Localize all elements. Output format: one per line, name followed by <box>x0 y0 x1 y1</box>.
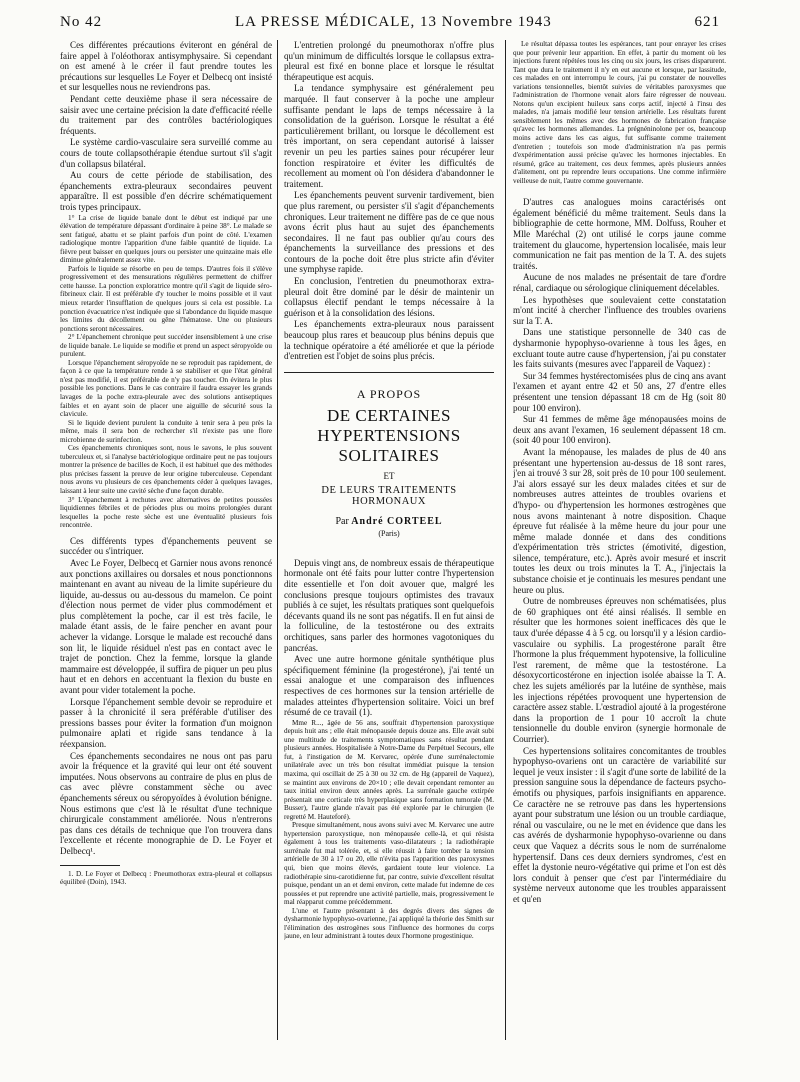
paragraph: Sur 41 femmes de même âge ménopausées moins de deux ans avant l'examen, 16 seulement dépassent 18 cm. (soit 40 pour 100 environ). <box>513 414 726 446</box>
paragraph: Sur 34 femmes hystérectomisées plus de cinq ans avant l'examen et ayant entre 42 et 50 ans, 27 d'entre elles présentent une tension dépassant 18 cm de Hg (soit 80 pour 100 environ). <box>513 370 726 413</box>
small-paragraph: Le résultat dépassa toutes les espérances, tant pour enrayer les crises que pour prévenir leur apparition. En effet, à partir du moment où les injections furent répétées tous les cinq ou six jours, les crises disparurent. Tant que dura le traitement il n'y en eut aucune et lorsque, par lassitude, ces malades en ont interrompu le cours, j'ai pu constater de nouvelles variations tensionnelles, bientôt suivies de véritables paroxysmes que l'administration de l'hormone venait alors faire régresser de nouveau. Notons qu'un excipient huileux sans corps actif, injecté à l'insu des malades, n'a jamais modifié leur tension artérielle. Les résultats furent sensiblement les mêmes avec des hormones de fabrication française qu'avec les hormones allemandes. La prégnéninolone per os, beaucoup moins active dans les cas aigus, fut suffisante comme traitement d'entretien ; toutefois son mode d'administration n'a pas permis d'expérimentation aussi précise qu'avec les hormones injectables. En résumé, grâce au traitement, ces deux femmes, après plusieurs années d'alitement, ont pu reprendre leurs occupations. Une comme infirmière veilleuse de nuit, l'autre comme gouvernante. <box>513 40 726 185</box>
page-header <box>60 14 720 36</box>
column-3-top-text <box>513 40 726 185</box>
footnote: 1. D. Le Foyer et Delbecq : Pneumothorax extra-pleural et collapsus équilibré (Doin), 1943. <box>60 869 272 887</box>
small-paragraph: Parfois le liquide se résorbe en peu de temps. D'autres fois il s'élève progressivement et des mensurations régulières permettent de chiffrer cette hausse. La ponction exploratrice montre qu'il s'agit de liquide séro-fibrineux clair. Il est préférable d'y toucher le moins possible et il vaut mieux retarder l'insufflation de quelques jours si cela est possible. La ponction évacuatrice n'est indiquée que si l'abondance du liquide masque les limites du décollement ou gêne l'hématose. Une ou plusieurs ponctions seront nécessaires. <box>60 264 272 333</box>
article-kicker: A PROPOS <box>356 386 422 401</box>
paragraph: La tendance symphysaire est généralement peu marquée. Il faut conserver à la poche une ampleur suffisante pendant le laps de temps nécessaire à la consolidation de la guérison. Lorsque le résultat a été particulièrement brillant, ou lorsque le décollement est très important, on sera cependant autorisé à laisser revenir un peu les parties saines pour récupérer leur fonction respiratoire et éviter les difficultés de recollement au moment où l'on désidera d'abandonner le traitement. <box>284 83 494 189</box>
paragraph: Au cours de cette période de stabilisation, des épanchements extra-pleuraux secondaires peuvent apparaître. Il est possible d'en décrire schématiquement trois types principaux. <box>60 170 272 212</box>
byline-prefix: Par <box>335 515 349 527</box>
footnote-rule <box>60 865 120 866</box>
paragraph: Avant la ménopause, les malades de plus de 40 ans présentant une hypertension au-dessus de 18 sont rares, j'en ai trouvé 3 sur 28, soit près de 10 pour 100 seulement. J'ai alors essayé sur les deux malades citées et sur de nombreuses autres atteintes de troubles ovariens et d'hypo- ou d'hypertension les hormones œstrogènes que nous avons maintenant à notre disposition. Chaque épreuve fut réalisée à la même heure du jour pour une même malade donnée et dans des conditions d'expérimentation très strictes (émotivité, digestion, silence, température, etc.). Après avoir mesuré et inscrit toutes les deux ou trois minutes la T. A., j'injectais la substance choisie et je continuais les mesures pendant une heure ou plus. <box>513 446 726 595</box>
column-2-top-text <box>284 40 494 362</box>
paragraph-spacer <box>513 185 726 197</box>
paragraph: Ces hypertensions solitaires concomitantes de troubles hypophyso-ovariens ont un caractère de variabilité sur lequel je veux insister : il s'agit d'une sorte de labilité de la pression sanguine sous la dépendance de facteurs psycho-émotifs ou physiques, parfois insignifiants en apparence. Ce caractère ne se retrouve pas dans les hypertensions ayant pour substratum une lésion ou un trouble cardiaque, rénal ou vasculaire, ou ne le met en évidence que dans les cas avérés de dysharmonie hypophyso-ovarienne ou dans ceux que Vaquez a décrits sous le nom de surrénalome hypertensif. Dans ces deux derniers syndromes, c'est en effet la dystonie neuro-végétative qui prime et l'on est dès lors conduit à penser que c'est par l'intermédiaire du système nerveux autonome que les troubles apparaissent et qu'en <box>513 745 726 904</box>
small-paragraph: Presque simultanément, nous avons suivi avec M. Kervarec une autre hypertension paroxystique, non ménopausée celle-là, et qui résista également à tous les traitements vaso-dilatateurs ; la radiothérapie surrénale fut mal tolérée, et, si elle réussit à faire tomber la tension artérielle de 30 à 17 ou 20, elle n'évita pas l'apparition des paroxysmes qui, bien que moins élevés, gardaient toute leur violence. La radiothérapie sinu-carotidienne fut, par contre, suivie d'excellent résultat puisque, pendant un an et demi environ, cette malade fut indemne de ces poussées et put reprendre une activité partielle, mais, progressivement le mal réapparut comme précédemment. <box>284 821 494 907</box>
paragraph: L'entretien prolongé du pneumothorax n'offre plus qu'un minimum de difficultés lorsque le collapsus extra-pleural est fixé en bonne place et lorsque le résultat thérapeutique est acquis. <box>284 40 494 82</box>
paragraph: Les épanchements peuvent survenir tardivement, bien que plus rarement, ou persister s'il s'agit d'épanchements chroniques. Leur traitement ne diffère pas de ce que nous avons écrit plus haut au sujet des épanchements secondaires. Il ne faut pas oublier qu'au cours des épanchements la surveillance des pressions et des contours de la poche doit être plus stricte afin d'éviter une symphyse rapide. <box>284 190 494 275</box>
small-paragraph: Ces épanchements chroniques sont, nous le savons, le plus souvent tuberculeux et, si l'analyse bactériologique ordinaire peut ne pas toujours montrer la présence de bacilles de Koch, il est habituel que des méthodes plus précises fassent la preuve de leur origine tuberculeuse. Cependant nous avons vu plusieurs de ces épanchements céder à quelques lavages, laissant à leur suite une cavité sèche d'une façon durable. <box>60 444 272 495</box>
paragraph: Avec Le Foyer, Delbecq et Garnier nous avons renoncé aux ponctions axillaires ou dorsales et nous ponctionnons maintenant en avant au niveau de la limite supérieure du liquide, au-dessus ou au-dessous du mamelon. Ce point d'élection nous permet de vider plus commodément et plus complètement la poche, car il est très facile, le malade étant assis, de le faire pencher en avant pour achever la vidange. Lorsque le malade est recouché dans son lit, le liquide résiduel n'est pas en contact avec le trajet de ponction. Chez la femme, lorsque la glande mammaire est développée, il suffira de piquer un peu plus haut et en dehors en accentuant la flexion du buste en avant pour vider totalement la poche. <box>60 557 272 696</box>
paragraph: Ces différentes précautions éviteront en général de faire appel à l'oléothorax antisymphysaire. Si cependant on est amené à le créer il faut prendre toutes les précautions sur lesquelles Le Foyer et Delbecq ont insisté et sur lesquelles nous ne reviendrons pas. <box>60 40 272 93</box>
paragraph: Pendant cette deuxième phase il sera nécessaire de saisir avec une certaine précision la date d'efficacité réelle du traitement par des contrôles bactériologiques fréquents. <box>60 93 272 136</box>
column-3-bottom-text <box>513 197 726 904</box>
paragraph: Ces différents types d'épanchements peuvent se succéder ou s'intriquer. <box>60 535 272 557</box>
author-name: André CORTEEL <box>351 515 443 527</box>
issue-date: 13 Novembre 1943 <box>420 14 552 30</box>
paragraph: Les hypothèses que soulevaient cette constatation m'ont incité à chercher l'influence des troubles ovariens sur la T. A. <box>513 294 726 326</box>
paragraph: En conclusion, l'entretien du pneumothorax extra-pleural doit être dominé par le désir de maintenir un collapsus électif pendant le temps nécessaire à la guérison et à la consolidation des lésions. <box>284 276 494 318</box>
article-title: DE CERTAINES HYPERTENSIONS SOLITAIRES <box>317 405 461 465</box>
small-paragraph: Lorsque l'épanchement séropyoïde ne se reproduit pas rapidement, de façon à ce que la température rende à se stabiliser et que l'état général n'est pas modifié, il est préférable de n'y pas toucher. On évitera le plus possible les ponctions. Dans le cas contraire il faudra essayer les grands lavages de la poche extra-pleurale avec des solutions antiseptiques faibles et en ayant soin de placer une aiguille de sécurité sous la clavicule. <box>60 358 272 419</box>
column-1-text <box>60 40 272 857</box>
article-subtitle: DE LEURS TRAITEMENTS HORMONAUX <box>321 484 457 507</box>
column-2 <box>284 40 494 1040</box>
page-number: 621 <box>694 14 720 30</box>
paragraph: Les épanchements extra-pleuraux nous paraissent beaucoup plus rares et beaucoup plus bénins depuis que la technique opératoire a été améliorée et que la période d'entretien est l'objet de soins plus précis. <box>284 319 494 362</box>
article-separator <box>284 372 494 373</box>
paragraph: D'autres cas analogues moins caractérisés ont également bénéficié du même traitement. Seuls dans la bibliographie de cette hormone, MM. Dolfuss, Rouher et Mlle Maréchal (2) ont utilisé le corps jaune comme traitement du glaucome, hypertension localisée, mais leur communication ne fait pas mention de la T. A. des sujets traités. <box>513 197 726 271</box>
column-1 <box>60 40 272 1040</box>
column-rule-right <box>505 40 506 1040</box>
column-2-article-text <box>284 558 494 941</box>
small-paragraph: L'une et l'autre présentant à des degrés divers des signes de dysharmonie hypophyso-ovarienne, j'ai appliqué la théorie des Smith sur l'élimination des œstrogènes sous l'influence des hormones du corps jaune, en leur administrant à toutes deux l'hormone progestinique. <box>284 906 494 941</box>
small-paragraph: 2° L'épanchement chronique peut succéder insensiblement à une crise de liquide banale. Le liquide se modifie et prend un aspect séropyoïde ou purulent. <box>60 333 272 359</box>
small-paragraph: Mme R..., âgée de 56 ans, souffrait d'hypertension paroxystique depuis huit ans ; elle était ménopausée depuis douze ans. Elle avait subi une multitude de traitements symptomatiques sans résultat pendant plusieurs années. Hospitalisée à Notre-Dame du Perpétuel Secours, elle fut, à l'instigation de M. Kervarec, opérée d'une surrénalectomie unilatérale avec un très bon résultat immédiat puisque la tension maxima, qui oscillait de 25 à 30 ou 32 cm. de Hg (appareil de Vaquez), se maintint aux environs de 20×10 ; elle devait cependant remonter au taux initial environ deux années après. La surrénale gauche extirpée présentait une corticale très hyperplasique sans formation tumorale (M. Busser), l'autre glande n'avait pas été explorée par le chirurgien (le regretté M. Hauteforé). <box>284 718 494 821</box>
article-byline <box>284 516 494 527</box>
column-3 <box>513 40 726 1040</box>
paragraph: Outre de nombreuses épreuves non schématisées, plus de 60 graphiques ont été ainsi réalisés. Il semble en résulter que les hormones soient inefficaces dès que le taux d'urée dépasse 4 à 5 cg. ou lorsqu'il y a lésion cardio-vasculaire ou syphilis. La progestérone paraît être l'hormone la plus fréquemment hypotensive, la folliculine l'est rarement, de même que la testostérone. La désoxycorticostérone en injection isolée abaisse la T. A. chez les sujets améliorés par la lutéine de synthèse, mais les injections répétées provoquent une hypertension de caractère assez stable. L'œstradiol ajouté à la progestérone dans la proportion de 1 pour 10 accroît la chute tensionnelle du double environ (synergie hormonale de Courrier). <box>513 596 726 744</box>
paragraph: Depuis vingt ans, de nombreux essais de thérapeutique hormonale ont été faits pour lutter contre l'hypertension dite essentielle et l'on doit avouer que, malgré les conclusions presque toujours optimistes des travaux publiés à ce sujet, les résultats pratiques sont quelquefois décevants quand ils ne sont pas négatifs. Il en fut ainsi de la folliculine, de la testostérone ou des extraits orchitiques, sans parler des hormones vagotoniques du pancréas. <box>284 557 494 653</box>
small-paragraph: 1° La crise de liquide banale dont le début est indiqué par une élévation de température dépassant d'ordinaire à peine 38°. Le malade se sent fatigué, abattu et se plaint parfois d'un point de côté. L'examen radiologique montre l'apparition d'une faible quantité de liquide. La fièvre peut baisser en quelques jours ou persister une quinzaine mais elle diminue généralement assez vite. <box>60 213 272 265</box>
small-paragraph: Si le liquide devient purulent la conduite à tenir sera à peu près la même, mais il sera bon de rechercher s'il n'existe pas une flore microbienne de surinfection. <box>60 418 272 444</box>
paragraph: Lorsque l'épanchement semble devoir se reproduire et passer à la chronicité il sera préférable d'utiliser des pressions basses pour éviter la formation d'un moignon pulmonaire aplati et rigide sans tendance à la réexpansion. <box>60 696 272 750</box>
paragraph: Avec une autre hormone génitale synthétique plus spécifiquement féminine (la progestérone), j'ai tenté un essai analogue et une comparaison des influences respectives de ces hormones sur la tension artérielle de malades atteintes d'hypertension solitaire. Voici un bref résumé de ce travail (1). <box>284 654 494 718</box>
paragraph: Dans une statistique personnelle de 340 cas de dysharmonie hypophyso-ovarienne à tous les âges, en excluant toute autre cause d'hypertension, j'ai pu constater les faits suivants (mesures avec l'appareil de Vaquez) : <box>513 327 726 370</box>
small-paragraph: 3° L'épanchement à rechutes avec alternatives de petites poussées liquidiennes fébriles et de périodes plus ou moins prolongées durant lesquelles la poche reste sèche est une éventualité plusieurs fois rencontrée. <box>60 495 272 530</box>
journal-title: LA PRESSE MÉDICALE, <box>235 14 416 30</box>
article-title-conjunction: ET <box>383 470 395 481</box>
paragraph: Ces épanchements secondaires ne nous ont pas paru avoir la fréquence et la gravité qui leur ont été souvent imputées. Nous observons au contraire de plus en plus de cas avec plèvre constamment sèche ou avec épanchements séreux ou séropyoïdes à évolution bénigne. Nous estimons que c'est là le résultat d'une technique chirurgicale constamment améliorée. Nous n'entrerons pas dans ces détails de technique que l'on trouvera dans l'excellente et récente monographie de D. Le Foyer et Delbecq¹. <box>60 750 272 856</box>
issue-number: No 42 <box>60 14 103 30</box>
column-rule-left <box>277 40 278 1040</box>
paragraph: Aucune de nos malades ne présentait de tare d'ordre rénal, cardiaque ou sérologique cliniquement décelables. <box>513 272 726 294</box>
author-city: (Paris) <box>378 528 400 538</box>
paragraph: Le système cardio-vasculaire sera surveillé comme au cours de toute collapsothérapie étendue surtout s'il s'agit d'un collapsus bilatéral. <box>60 137 272 169</box>
